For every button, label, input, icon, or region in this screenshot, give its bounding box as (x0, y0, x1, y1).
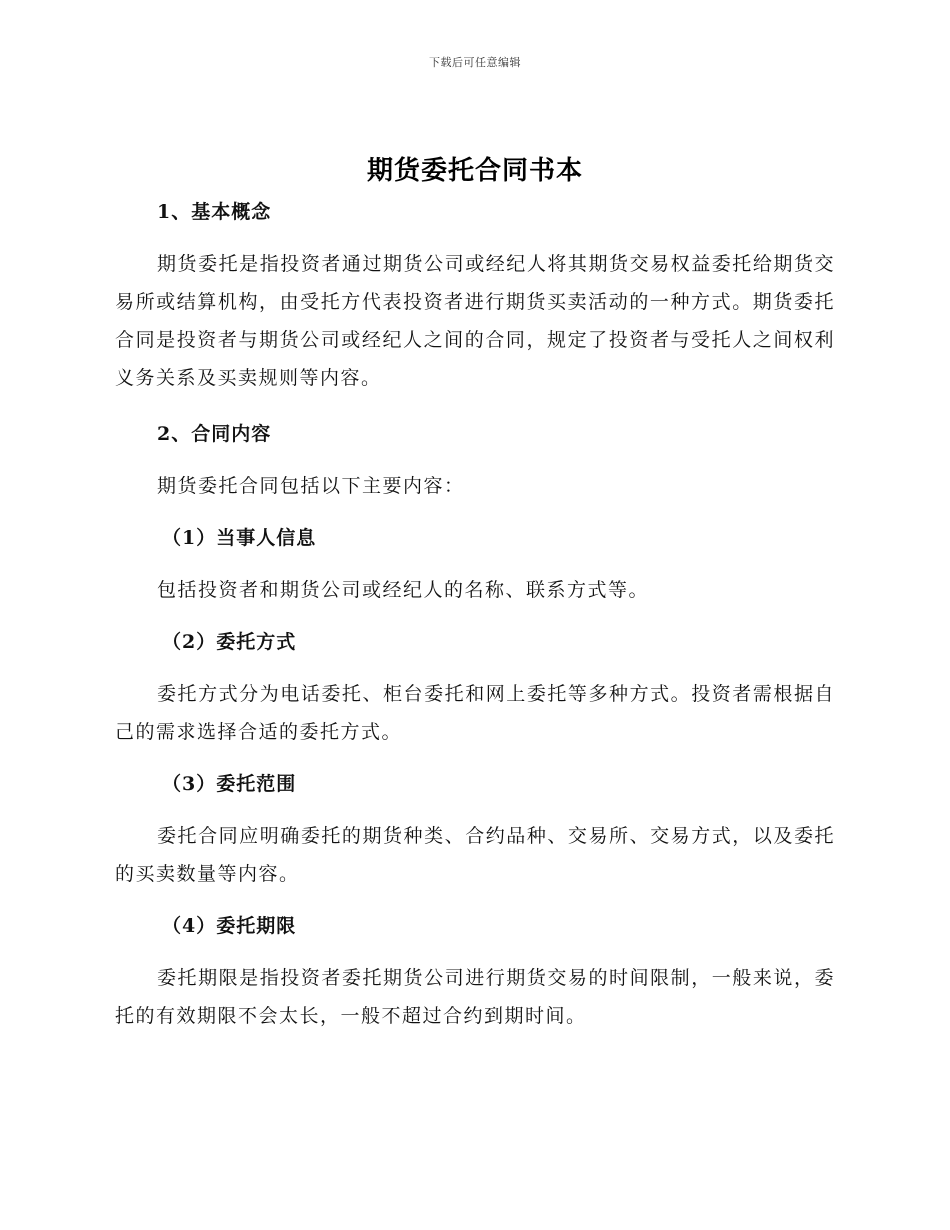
subsection-2-paragraph: 委托方式分为电话委托、柜台委托和网上委托等多种方式。投资者需根据自己的需求选择合适的委托方式。 (115, 683, 835, 743)
subsection-3-heading: （3）委托范围 (162, 773, 297, 795)
section-1-heading: 1、基本概念 (157, 201, 272, 223)
section-1-paragraph: 期货委托是指投资者通过期货公司或经纪人将其期货交易权益委托给期货交易所或结算机构，由受托方代表投资者进行期货买卖活动的一种方式。期货委托合同是投资者与期货公司或经纪人之间的合同，规定了投资者与受托人之间权利义务关系及买卖规则等内容。 (115, 253, 835, 389)
subsection-3-paragraph: 委托合同应明确委托的期货种类、合约品种、交易所、交易方式，以及委托的买卖数量等内容。 (115, 825, 835, 885)
subsection-2-heading: （2）委托方式 (162, 631, 297, 653)
header-note: 下载后可任意编辑 (429, 56, 521, 69)
subsection-1-paragraph: 包括投资者和期货公司或经纪人的名称、联系方式等。 (157, 579, 650, 601)
subsection-4-paragraph: 委托期限是指投资者委托期货公司进行期货交易的时间限制，一般来说，委托的有效期限不会太长，一般不超过合约到期时间。 (115, 967, 835, 1027)
document-title: 期货委托合同书本 (366, 156, 583, 186)
subsection-4-heading: （4）委托期限 (162, 915, 297, 937)
section-2-intro: 期货委托合同包括以下主要内容： (157, 475, 465, 497)
subsection-1-heading: （1）当事人信息 (162, 527, 317, 549)
section-2-heading: 2、合同内容 (157, 423, 272, 445)
document-body (115, 193, 835, 1035)
